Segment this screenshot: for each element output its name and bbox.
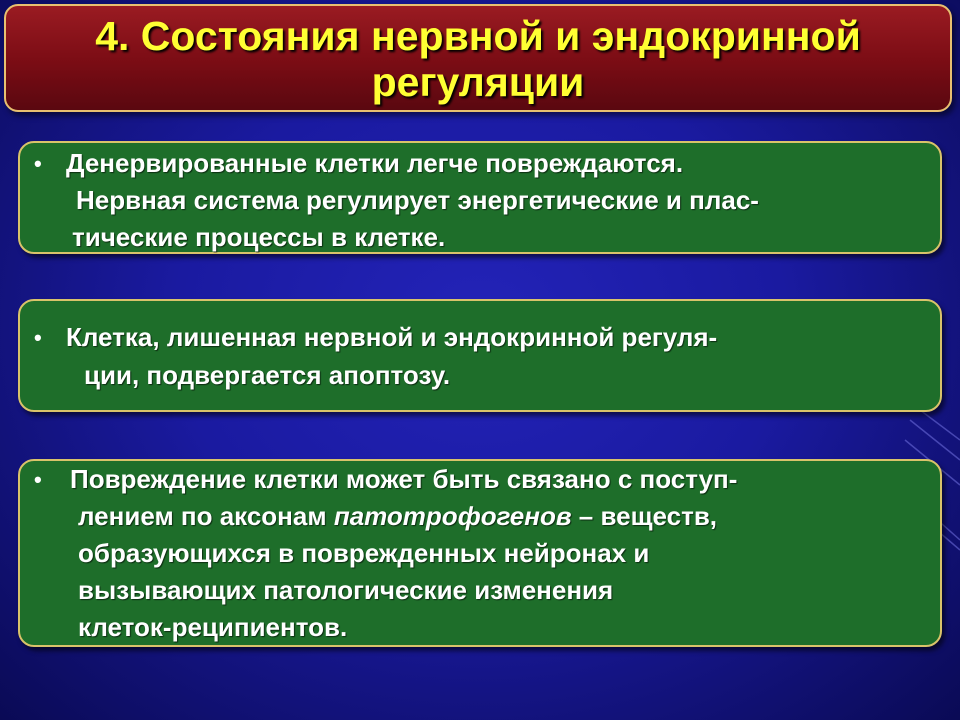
- block3-line2: [78, 498, 717, 535]
- title-line-1: 4. Состояния нервной и эндокринной: [95, 13, 861, 59]
- block1-line2: Нервная система регулирует энергетические и плас-: [76, 185, 759, 215]
- block3-line2-start: лением по аксонам: [78, 501, 334, 531]
- text-block-denervated-cells: [18, 141, 942, 254]
- bullet-point: •: [34, 151, 42, 176]
- bullet-point: •: [34, 467, 42, 492]
- block3-line1: Повреждение клетки может быть связано с поступ-: [70, 464, 738, 494]
- bullet-point: •: [34, 325, 42, 350]
- block3-line2-end: – веществ,: [571, 501, 718, 531]
- block2-line1: Клетка, лишенная нервной и эндокринной регуля-: [66, 322, 718, 352]
- slide-title: [6, 6, 950, 105]
- block3-line4: вызывающих патологические изменения: [78, 575, 614, 605]
- block3-line5: клеток-реципиентов.: [78, 612, 348, 642]
- block2-line2: ции, подвергается апоптозу.: [84, 360, 451, 390]
- text-block-apoptosis: [18, 299, 942, 412]
- block3-line3: образующихся в поврежденных нейронах и: [78, 538, 650, 568]
- title-banner: [4, 4, 952, 112]
- block1-line3: тические процессы в клетке.: [72, 222, 446, 252]
- text-block-pathotrophogens: [18, 459, 942, 647]
- block1-line1: Денервированные клетки легче повреждаются.: [66, 148, 684, 178]
- term-pathotrophogens: патотрофогенов: [333, 501, 572, 531]
- title-line-2: регуляции: [371, 59, 585, 105]
